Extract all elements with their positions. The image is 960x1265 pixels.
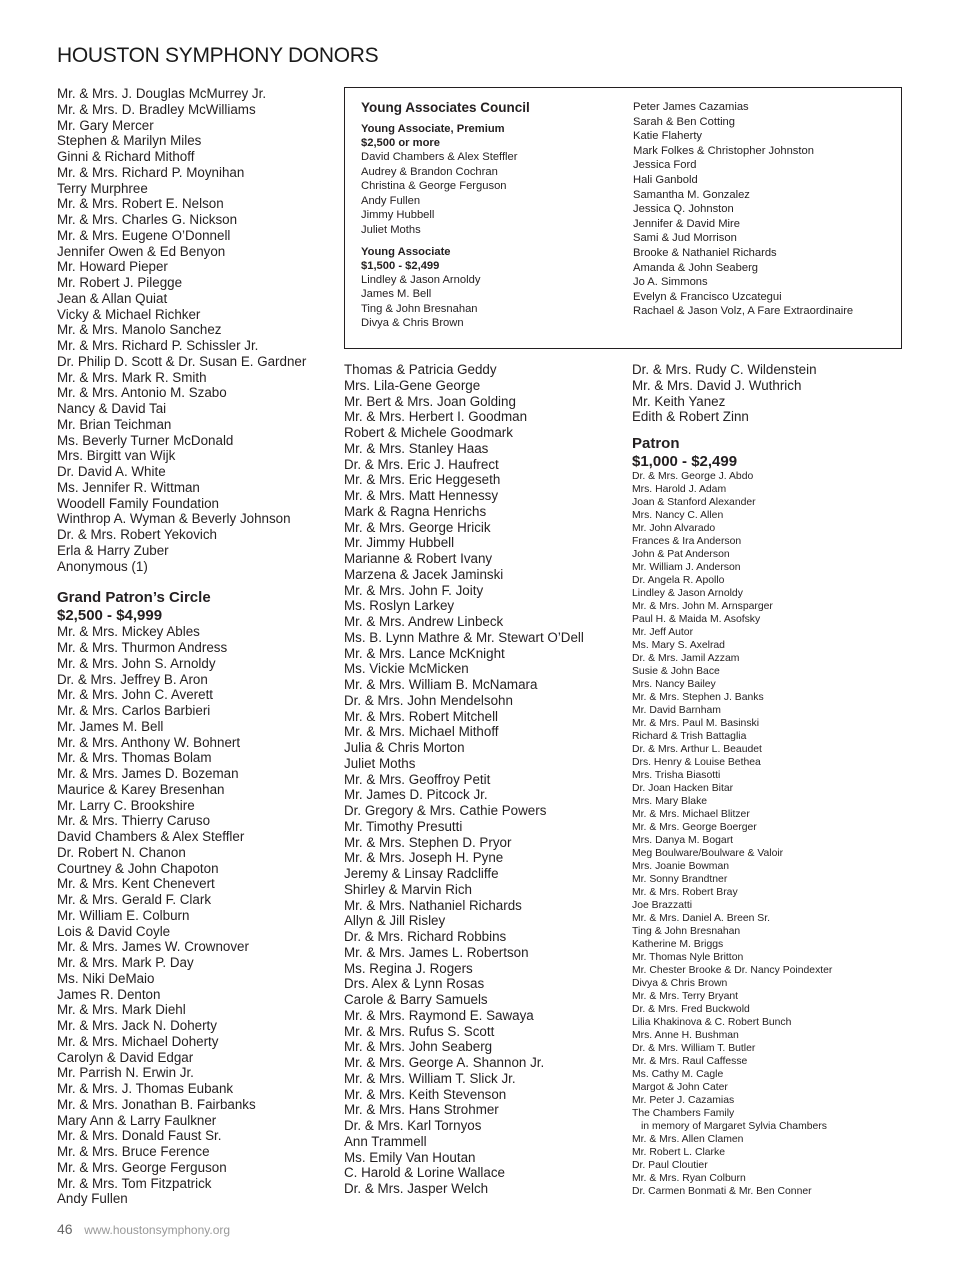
donor-name: Mr. & Mrs. Gerald F. Clark bbox=[57, 892, 212, 907]
section-title-patron: Patron bbox=[632, 435, 680, 452]
donor-name: Dr. Philip D. Scott & Dr. Susan E. Gardner bbox=[57, 353, 307, 369]
donor-name: Mr. & Mrs. Paul M. Basinski bbox=[632, 718, 760, 729]
donor-name: Mr. & Mrs. Donald Faust Sr. bbox=[57, 1128, 222, 1144]
donor-name: Mr. & Mrs. Robert E. Nelson bbox=[57, 196, 224, 212]
donor-name: Richard & Trish Battaglia bbox=[632, 731, 747, 742]
donor-name: Mr. Sonny Brandtner bbox=[632, 874, 728, 885]
donor-name: Katherine M. Briggs bbox=[632, 939, 724, 950]
donor-name: Mr. & Mrs. Anthony W. Bohnert bbox=[57, 734, 241, 750]
donor-list bbox=[57, 86, 337, 574]
donor-name: Mrs. Danya M. Bogart bbox=[632, 835, 734, 846]
donor-name: Mr. & Mrs. Stephen D. Pryor bbox=[344, 834, 512, 850]
donor-name: Jo A. Simmons bbox=[633, 276, 708, 289]
donor-name: Marianne & Robert Ivany bbox=[344, 551, 493, 566]
donor-name: Thomas & Patricia Geddy bbox=[344, 362, 497, 377]
donor-name: Mr. & Mrs. Mickey Ables bbox=[57, 624, 200, 640]
donor-name: Winthrop A. Wyman & Beverly Johnson bbox=[57, 511, 291, 527]
donor-name: Mr. Jeff Autor bbox=[632, 627, 694, 638]
donor-name: Mr. & Mrs. John S. Arnoldy bbox=[57, 655, 216, 671]
donor-name: Mr. & Mrs. Matt Hennessy bbox=[344, 488, 499, 503]
donor-name: Dr. Gregory & Mrs. Cathie Powers bbox=[344, 803, 547, 818]
donor-name: Ms. Mary S. Axelrad bbox=[632, 640, 725, 651]
column-3 bbox=[632, 362, 922, 1198]
grand-patron-list bbox=[57, 624, 337, 1207]
donor-name: Carolyn & David Edgar bbox=[57, 1049, 194, 1065]
donor-name: Mr. Robert L. Clarke bbox=[632, 1147, 725, 1158]
donor-name: Mr. & Mrs. Mark P. Day bbox=[57, 955, 194, 970]
donor-name: Mr. & Mrs. George Boerger bbox=[632, 822, 757, 833]
donor-name: Ms. B. Lynn Mathre & Mr. Stewart O’Dell bbox=[344, 629, 584, 645]
donor-name: Ms. Emily Van Houtan bbox=[344, 1149, 476, 1165]
donor-name: Mr. & Mrs. Stanley Haas bbox=[344, 440, 489, 456]
donor-list-2 bbox=[344, 362, 624, 1197]
donor-name: Mr. & Mrs. Richard P. Schissler Jr. bbox=[57, 338, 259, 353]
premium-range: $2,500 or more bbox=[361, 137, 440, 149]
donor-name: Nancy & David Tai bbox=[57, 401, 167, 416]
donor-name: Robert & Michele Goodmark bbox=[344, 425, 513, 440]
donor-name: Edith & Robert Zinn bbox=[632, 409, 749, 425]
donor-name: Anonymous (1) bbox=[57, 558, 148, 574]
donor-name: Sami & Jud Morrison bbox=[633, 232, 737, 245]
donor-name: Dr. & Mrs. Jamil Azzam bbox=[632, 653, 740, 664]
donor-name: Ms. Vickie McMicken bbox=[344, 661, 469, 677]
donor-name: Mr. David Barnham bbox=[632, 705, 721, 716]
donor-name: Mr. & Mrs. George Ferguson bbox=[57, 1159, 227, 1175]
donor-name: Paul H. & Maida M. Asofsky bbox=[632, 614, 761, 625]
donor-name: Sarah & Ben Cotting bbox=[633, 115, 735, 128]
donor-name: Juliet Moths bbox=[361, 223, 421, 236]
donor-name: Mr. & Mrs. Charles G. Nickson bbox=[57, 212, 238, 227]
donor-name: Mr. & Mrs. Raymond E. Sawaya bbox=[344, 1007, 534, 1023]
donor-name: Mr. Parrish N. Erwin Jr. bbox=[57, 1065, 194, 1081]
donor-name: Evelyn & Francisco Uzcategui bbox=[633, 290, 782, 303]
donor-name: Ms. Jennifer R. Wittman bbox=[57, 479, 200, 495]
donor-name: Dr. & Mrs. Richard Robbins bbox=[344, 929, 507, 944]
donor-name: Mrs. Mary Blake bbox=[632, 796, 708, 807]
donor-name: Mr. & Mrs. Andrew Linbeck bbox=[344, 614, 504, 629]
donor-name: Mr. & Mrs. George A. Shannon Jr. bbox=[344, 1055, 545, 1070]
section-range-patron: $1,000 - $2,499 bbox=[632, 453, 738, 470]
donor-name: Jean & Allan Quiat bbox=[57, 290, 168, 306]
donor-name: Mr. & Mrs. Bruce Ference bbox=[57, 1144, 210, 1159]
donor-name: Katie Flaherty bbox=[633, 130, 703, 143]
donor-name: Mr. Bert & Mrs. Joan Golding bbox=[344, 393, 516, 409]
donor-name: Mr. Keith Yanez bbox=[632, 393, 726, 409]
donor-name: Ms. Niki DeMaio bbox=[57, 970, 155, 986]
donor-name: Erla & Harry Zuber bbox=[57, 542, 169, 558]
donor-name: Mark & Ragna Henrichs bbox=[344, 503, 487, 519]
donor-name: Mr. John Alvarado bbox=[632, 523, 716, 534]
donor-name: Mr. & Mrs. Robert Bray bbox=[632, 887, 738, 898]
donor-name: Mr. & Mrs. Nathaniel Richards bbox=[344, 897, 522, 913]
donor-name: Stephen & Marilyn Miles bbox=[57, 133, 202, 149]
donor-name: Brooke & Nathaniel Richards bbox=[633, 246, 777, 259]
donor-name: Mr. & Mrs. James W. Crownover bbox=[57, 939, 249, 955]
donor-name: Joan & Stanford Alexander bbox=[632, 497, 756, 508]
donor-name: Audrey & Brandon Cochran bbox=[361, 165, 498, 178]
donor-name: Mr. & Mrs. Stephen J. Banks bbox=[632, 692, 764, 703]
donor-name: Mr. Timothy Presutti bbox=[344, 818, 463, 834]
donor-name: Mr. & Mrs. Mark R. Smith bbox=[57, 369, 207, 385]
donor-name: Mr. & Mrs. John C. Averett bbox=[57, 687, 214, 703]
donor-name: Shirley & Marvin Rich bbox=[344, 881, 472, 897]
donor-name: Dr. David A. White bbox=[57, 464, 166, 479]
donor-name: Mr. & Mrs. Thurmon Andress bbox=[57, 640, 228, 655]
donor-name: Amanda & John Seaberg bbox=[633, 261, 759, 274]
donor-name: Mary Ann & Larry Faulkner bbox=[57, 1112, 217, 1128]
donor-name: Mr. & Mrs. David J. Wuthrich bbox=[632, 377, 802, 393]
donor-name: Courtney & John Chapoton bbox=[57, 860, 219, 876]
donor-name: Dr. & Mrs. Eric J. Haufrect bbox=[344, 456, 499, 472]
donor-name: Jennifer & David Mire bbox=[633, 217, 740, 230]
donor-name: Dr. & Mrs. Jasper Welch bbox=[344, 1181, 489, 1196]
donor-name: Andy Fullen bbox=[57, 1191, 128, 1207]
donor-name: Mr. & Mrs. Joseph H. Pyne bbox=[344, 850, 504, 866]
donor-name: Frances & Ira Anderson bbox=[632, 536, 742, 547]
donor-name: Allyn & Jill Risley bbox=[344, 913, 446, 929]
donor-name: Mr. William J. Anderson bbox=[632, 562, 741, 573]
donor-name: Dr. & Mrs. Jeffrey B. Aron bbox=[57, 671, 208, 687]
donor-name: Mr. & Mrs. John F. Joity bbox=[344, 582, 484, 598]
donor-name: Dr. & Mrs. John Mendelsohn bbox=[344, 692, 513, 708]
donor-name: Margot & John Cater bbox=[632, 1082, 728, 1093]
donor-name: Mr. & Mrs. Rufus S. Scott bbox=[344, 1023, 495, 1039]
donor-name: Mr. & Mrs. Jonathan B. Fairbanks bbox=[57, 1096, 256, 1112]
donor-name: Mr. & Mrs. Tom Fitzpatrick bbox=[57, 1175, 212, 1191]
donor-name: in memory of Margaret Sylvia Chambers bbox=[641, 1121, 827, 1132]
donor-name: Mr. & Mrs. Raul Caffesse bbox=[632, 1056, 748, 1067]
section-title-grand-patron: Grand Patron’s Circle bbox=[57, 589, 211, 607]
donor-name: John & Pat Anderson bbox=[632, 549, 730, 560]
donor-name: Ms. Regina J. Rogers bbox=[344, 960, 473, 976]
donor-name: Mr. & Mrs. Michael Doherty bbox=[57, 1033, 219, 1049]
donor-name: Mrs. Harold J. Adam bbox=[632, 484, 727, 495]
donor-name: Ms. Cathy M. Cagle bbox=[632, 1069, 724, 1080]
donor-name: Mrs. Joanie Bowman bbox=[632, 861, 730, 872]
donor-name: Dr. Robert N. Chanon bbox=[57, 844, 186, 860]
page-footer bbox=[57, 1221, 230, 1237]
donor-name: Dr. & Mrs. Fred Buckwold bbox=[632, 1004, 750, 1015]
premium-label: Young Associate, Premium bbox=[361, 123, 505, 135]
donor-name: Jennifer Owen & Ed Benyon bbox=[57, 243, 226, 259]
donor-name: Dr. Joan Hacken Bitar bbox=[632, 783, 734, 794]
young-associates-right-list bbox=[633, 100, 898, 319]
donor-name: Mr. & Mrs. Herbert I. Goodman bbox=[344, 409, 528, 425]
donor-name: Mr. Robert J. Pilegge bbox=[57, 275, 183, 290]
donor-name: Mrs. Nancy C. Allen bbox=[632, 510, 724, 521]
donor-name: Peter James Cazamias bbox=[633, 101, 749, 113]
donor-name: Dr. & Mrs. Karl Tornyos bbox=[344, 1118, 482, 1133]
donor-name: Dr. Paul Cloutier bbox=[632, 1160, 708, 1171]
donor-name: Mr. & Mrs. Ryan Colburn bbox=[632, 1173, 746, 1184]
donor-name: Ginni & Richard Mithoff bbox=[57, 149, 195, 164]
donor-name: Mr. & Mrs. Thierry Caruso bbox=[57, 813, 211, 829]
donor-name: Mr. James M. Bell bbox=[57, 718, 164, 734]
donor-name: Samantha M. Gonzalez bbox=[633, 188, 750, 201]
donor-name: Mr. James D. Pitcock Jr. bbox=[344, 787, 488, 803]
donor-name: Lindley & Jason Arnoldy bbox=[632, 588, 743, 599]
donor-name: Mr. & Mrs. Robert Mitchell bbox=[344, 708, 499, 724]
donor-name: Mr. & Mrs. Eric Heggeseth bbox=[344, 472, 501, 488]
donor-name: Mr. & Mrs. Michael Blitzer bbox=[632, 809, 750, 820]
donor-name: James R. Denton bbox=[57, 986, 161, 1002]
young-associates-title: Young Associates Council bbox=[361, 100, 530, 115]
donor-name: Rachael & Jason Volz, A Fare Extraordinaire bbox=[633, 305, 854, 318]
donor-name: Mr. & Mrs. Daniel A. Breen Sr. bbox=[632, 913, 771, 924]
associate-range: $1,500 - $2,499 bbox=[361, 259, 440, 272]
donor-name: Carole & Barry Samuels bbox=[344, 992, 488, 1007]
donor-name: Mr. & Mrs. Richard P. Moynihan bbox=[57, 164, 245, 180]
donor-name: Mr. & Mrs. Lance McKnight bbox=[344, 645, 505, 661]
donor-name: Hali Ganbold bbox=[633, 173, 698, 186]
donor-name: Drs. Henry & Louise Bethea bbox=[632, 757, 761, 768]
donor-name: Mr. Peter J. Cazamias bbox=[632, 1095, 735, 1106]
donor-name: Mr. William E. Colburn bbox=[57, 907, 190, 923]
donor-name: Mr. & Mrs. Hans Strohmer bbox=[344, 1102, 499, 1118]
donor-name: James M. Bell bbox=[361, 288, 432, 301]
donor-name: Mr. Howard Pieper bbox=[57, 259, 168, 275]
donor-name: Dr. Angela R. Apollo bbox=[632, 575, 725, 586]
donor-name: Jessica Q. Johnston bbox=[633, 203, 734, 216]
donor-name: Vicky & Michael Richker bbox=[57, 306, 201, 322]
donor-name: Dr. & Mrs. William T. Butler bbox=[632, 1043, 756, 1054]
young-associates-box bbox=[344, 87, 902, 349]
donor-name: Joe Brazzatti bbox=[632, 900, 693, 911]
page-number: 46 bbox=[57, 1221, 73, 1237]
donor-name: Dr. & Mrs. Arthur L. Beaudet bbox=[632, 744, 762, 755]
donor-name: Jimmy Hubbell bbox=[361, 209, 435, 222]
donor-name: Mr. Brian Teichman bbox=[57, 416, 172, 432]
donor-name: Ms. Roslyn Larkey bbox=[344, 598, 455, 614]
column-2 bbox=[344, 362, 624, 1197]
donor-name: Mr. & Mrs. Keith Stevenson bbox=[344, 1086, 507, 1102]
donor-name: Mr. & Mrs. Allen Clamen bbox=[632, 1134, 744, 1145]
donor-name: Mr. & Mrs. Manolo Sanchez bbox=[57, 322, 222, 338]
donor-name: Mr. & Mrs. Carlos Barbieri bbox=[57, 703, 211, 718]
patron-list bbox=[632, 470, 922, 1198]
donor-name: Susie & John Bace bbox=[632, 666, 720, 677]
donor-name: Mr. & Mrs. Jack N. Doherty bbox=[57, 1018, 217, 1033]
donor-name: Jeremy & Linsay Radcliffe bbox=[344, 866, 499, 881]
associate-label: Young Associate bbox=[361, 245, 451, 258]
donor-name: Dr. & Mrs. George J. Abdo bbox=[632, 471, 754, 482]
donor-list-3 bbox=[632, 362, 922, 425]
donor-name: Lindley & Jason Arnoldy bbox=[361, 273, 481, 286]
donor-name: Ms. Beverly Turner McDonald bbox=[57, 432, 234, 448]
donor-name: Mr. & Mrs. John M. Arnsparger bbox=[632, 601, 773, 612]
donor-name: Mr. & Mrs. James L. Robertson bbox=[344, 944, 529, 960]
column-1 bbox=[57, 86, 337, 1207]
donor-name: Mark Folkes & Christopher Johnston bbox=[633, 144, 814, 157]
donor-name: Mr. & Mrs. Kent Chenevert bbox=[57, 876, 215, 892]
donor-name: Meg Boulware/Boulware & Valoir bbox=[632, 848, 784, 859]
website-url: www.houstonsymphony.org bbox=[84, 1223, 231, 1237]
donor-name: Mr. & Mrs. Eugene O’Donnell bbox=[57, 227, 231, 243]
donor-name: Ann Trammell bbox=[344, 1133, 427, 1149]
donor-name: Terry Murphree bbox=[57, 180, 148, 196]
donor-name: Mr. Thomas Nyle Britton bbox=[632, 952, 744, 963]
donor-name: Mr. & Mrs. Geoffroy Petit bbox=[344, 771, 491, 787]
donor-name: Marzena & Jacek Jaminski bbox=[344, 566, 504, 582]
donor-name: Mr. & Mrs. George Hricik bbox=[344, 519, 491, 535]
donor-name: Andy Fullen bbox=[361, 194, 421, 207]
donor-name: Mr. & Mrs. Thomas Bolam bbox=[57, 750, 212, 766]
donor-name: Maurice & Karey Bresenhan bbox=[57, 781, 225, 797]
associate-list bbox=[361, 273, 621, 331]
donor-name: Juliet Moths bbox=[344, 755, 416, 771]
donor-name: Mr. Larry C. Brookshire bbox=[57, 797, 195, 813]
donor-name: Dr. & Mrs. Robert Yekovich bbox=[57, 527, 218, 542]
donor-name: Lilia Khakinova & C. Robert Bunch bbox=[632, 1017, 792, 1028]
donor-name: Mr. & Mrs. Terry Bryant bbox=[632, 991, 739, 1002]
donor-name: Drs. Alex & Lynn Rosas bbox=[344, 976, 485, 992]
premium-list bbox=[361, 150, 621, 238]
donor-name: C. Harold & Lorine Wallace bbox=[344, 1165, 506, 1181]
donor-name: David Chambers & Alex Steffler bbox=[361, 151, 518, 163]
donor-name: Divya & Chris Brown bbox=[361, 317, 464, 330]
donor-name: Woodell Family Foundation bbox=[57, 495, 220, 511]
donor-name: Mr. & Mrs. William T. Slick Jr. bbox=[344, 1070, 516, 1086]
donor-name: Mr. & Mrs. John Seaberg bbox=[344, 1039, 493, 1055]
donor-name: Ting & John Bresnahan bbox=[632, 926, 741, 937]
donor-name: Dr. & Mrs. Rudy C. Wildenstein bbox=[632, 362, 817, 377]
donor-name: Ting & John Bresnahan bbox=[361, 302, 478, 315]
page-title: HOUSTON SYMPHONY DONORS bbox=[57, 44, 379, 67]
donor-name: Mr. & Mrs. D. Bradley McWilliams bbox=[57, 101, 256, 117]
donor-name: Mr. Chester Brooke & Dr. Nancy Poindexter bbox=[632, 965, 833, 976]
donor-name: Mrs. Birgitt van Wijk bbox=[57, 448, 176, 464]
donor-name: Mrs. Trisha Biasotti bbox=[632, 770, 721, 781]
donor-name: Mrs. Lila-Gene George bbox=[344, 377, 481, 393]
donor-name: Jessica Ford bbox=[633, 159, 697, 172]
donor-name: Lois & David Coyle bbox=[57, 923, 171, 939]
donor-name: David Chambers & Alex Steffler bbox=[57, 829, 245, 844]
donor-name: The Chambers Family bbox=[632, 1108, 735, 1119]
donor-name: Mrs. Anne H. Bushman bbox=[632, 1030, 739, 1041]
donor-name: Mr. & Mrs. Michael Mithoff bbox=[344, 724, 499, 740]
donor-name: Christina & George Ferguson bbox=[361, 180, 507, 193]
donor-name: Mr. & Mrs. James D. Bozeman bbox=[57, 766, 239, 781]
donor-name: Dr. Carmen Bonmati & Mr. Ben Conner bbox=[632, 1186, 812, 1197]
donor-name: Mr. & Mrs. Mark Diehl bbox=[57, 1002, 186, 1018]
donor-name: Divya & Chris Brown bbox=[632, 978, 728, 989]
donor-name: Mrs. Nancy Bailey bbox=[632, 679, 716, 690]
donor-name: Mr. & Mrs. William B. McNamara bbox=[344, 677, 538, 692]
donor-name: Mr. & Mrs. J. Douglas McMurrey Jr. bbox=[57, 86, 267, 101]
donor-name: Mr. & Mrs. J. Thomas Eubank bbox=[57, 1081, 234, 1096]
section-range-grand-patron: $2,500 - $4,999 bbox=[57, 607, 163, 625]
donor-name: Mr. & Mrs. Antonio M. Szabo bbox=[57, 385, 227, 401]
donor-name: Mr. Gary Mercer bbox=[57, 117, 154, 133]
donor-name: Julia & Chris Morton bbox=[344, 740, 465, 755]
donor-name: Mr. Jimmy Hubbell bbox=[344, 535, 455, 551]
